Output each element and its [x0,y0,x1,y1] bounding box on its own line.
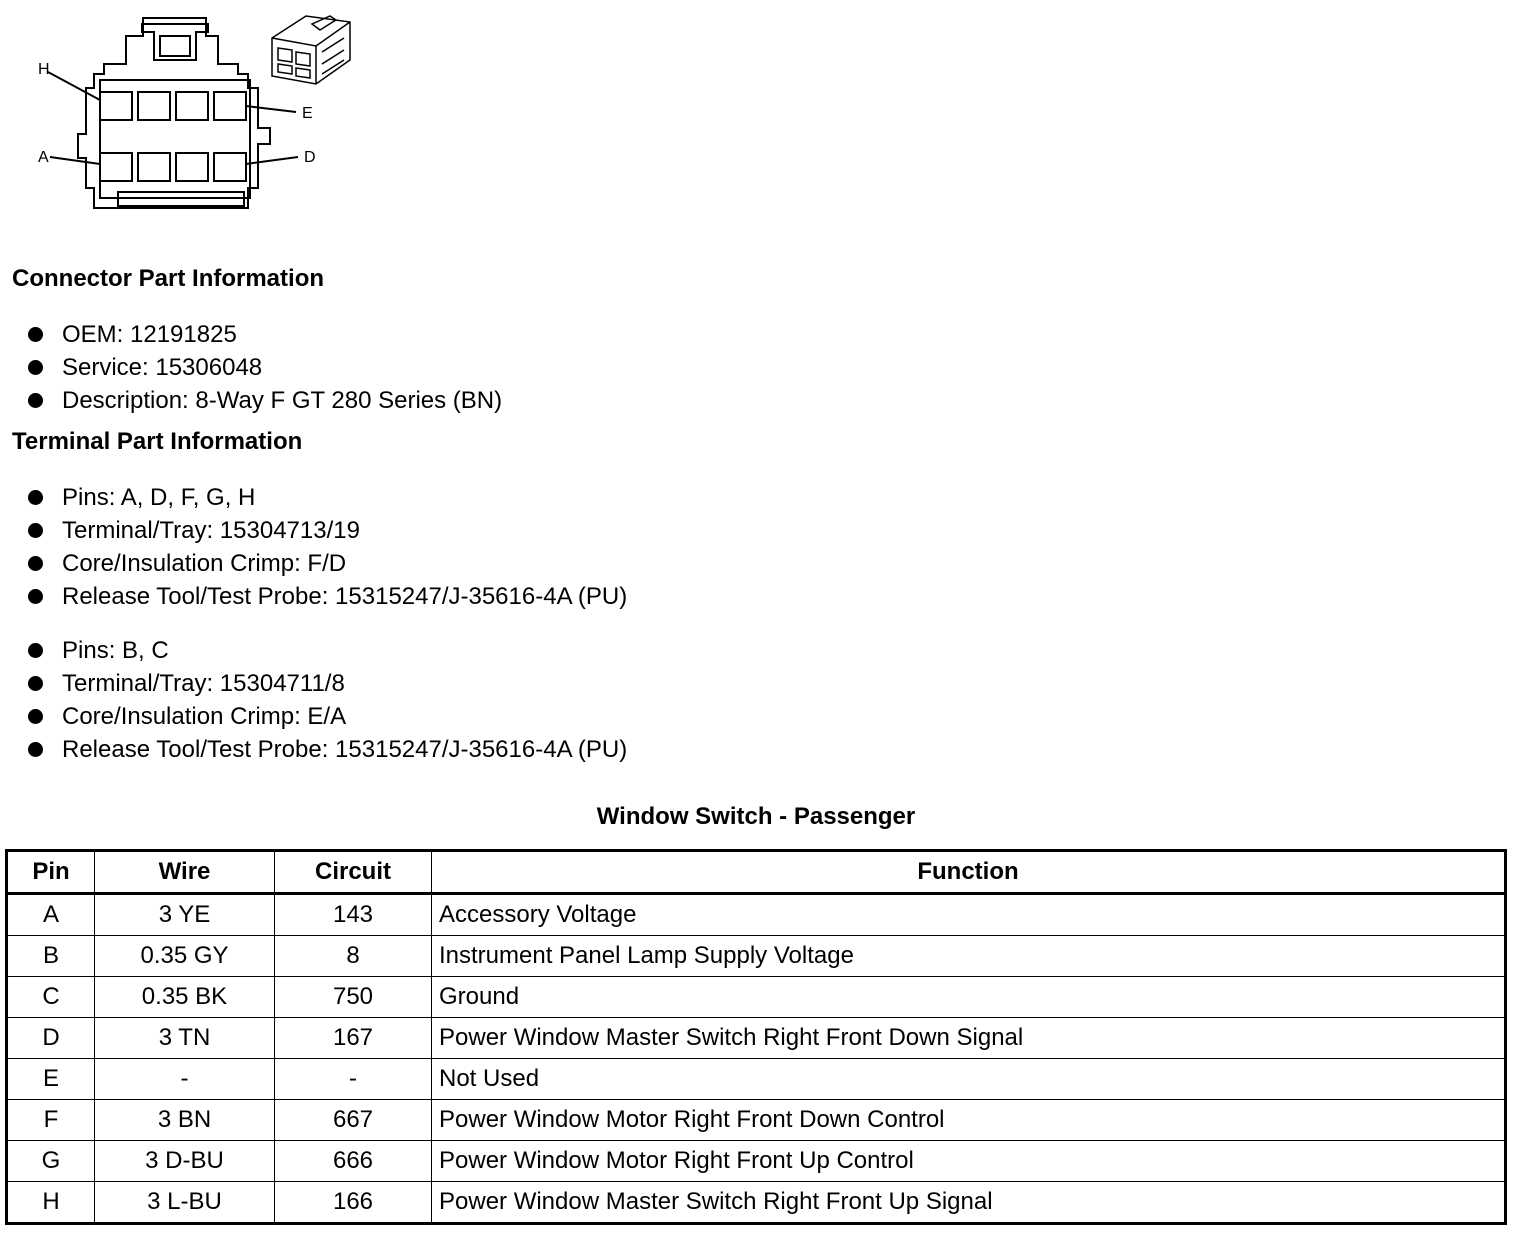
cell-wire: 3 YE [95,894,275,936]
cavity-d [214,153,246,181]
list-item: Pins: A, D, F, G, H [28,481,627,514]
cell-pin: A [7,894,95,936]
cavity-h [100,92,132,120]
cavity-g [138,92,170,120]
connector-3d-thumbnail [272,16,350,84]
cell-function: Power Window Master Switch Right Front Down Signal [432,1018,1506,1059]
connector-outline [78,18,270,208]
cell-pin: C [7,977,95,1018]
callout-line-h [48,72,100,100]
cavity-row-bottom [100,153,246,181]
connector-info-list [28,318,502,417]
callout-label-a: A [38,149,49,166]
list-item: Terminal/Tray: 15304711/8 [28,667,627,700]
terminal-info-list [28,481,627,613]
cell-function: Power Window Motor Right Front Up Control [432,1141,1506,1182]
terminal-info-list [28,634,627,766]
cell-pin: E [7,1059,95,1100]
cell-wire: 3 L-BU [95,1182,275,1224]
terminal-info-heading: Terminal Part Information [12,428,303,455]
cell-pin: H [7,1182,95,1224]
callout-label-e: E [302,105,313,122]
cell-pin: G [7,1141,95,1182]
cell-function: Power Window Motor Right Front Down Control [432,1100,1506,1141]
table-row [7,977,1506,1018]
callout-line-a [50,157,100,164]
list-item: Terminal/Tray: 15304713/19 [28,514,627,547]
cavity-b [138,153,170,181]
cell-circuit: 143 [275,894,432,936]
pinout-table [5,849,1507,1225]
list-item: Description: 8-Way F GT 280 Series (BN) [28,384,502,417]
cell-pin: F [7,1100,95,1141]
table-row [7,1100,1506,1141]
cavity-row-top [100,92,246,120]
cell-circuit: - [275,1059,432,1100]
cell-wire: 3 D-BU [95,1141,275,1182]
table-row [7,1141,1506,1182]
cavity-a [100,153,132,181]
cell-pin: D [7,1018,95,1059]
cell-function: Ground [432,977,1506,1018]
table-row [7,1182,1506,1224]
table-row [7,936,1506,977]
list-item: Core/Insulation Crimp: E/A [28,700,627,733]
cavity-e [214,92,246,120]
cell-function: Instrument Panel Lamp Supply Voltage [432,936,1506,977]
column-header-function: Function [432,851,1506,894]
cell-wire: 0.35 BK [95,977,275,1018]
list-item: Service: 15306048 [28,351,502,384]
cell-circuit: 750 [275,977,432,1018]
callout-line-e [246,106,296,112]
table-row [7,894,1506,936]
list-item: Release Tool/Test Probe: 15315247/J-35616-4A (PU) [28,733,627,766]
callout-label-d: D [304,149,316,166]
cell-function: Power Window Master Switch Right Front Up Signal [432,1182,1506,1224]
connector-latch-slot [160,36,190,56]
connector-info-heading: Connector Part Information [12,265,325,292]
cell-pin: B [7,936,95,977]
list-item: Pins: B, C [28,634,627,667]
callout-line-d [246,157,298,164]
connector-latch [142,24,208,60]
cell-circuit: 166 [275,1182,432,1224]
column-header-pin: Pin [7,851,95,894]
connector-face-diagram [30,8,370,223]
cell-wire: - [95,1059,275,1100]
list-item: Release Tool/Test Probe: 15315247/J-35616-4A (PU) [28,580,627,613]
cell-circuit: 667 [275,1100,432,1141]
cavity-c [176,153,208,181]
table-header-row [7,851,1506,894]
cell-function: Accessory Voltage [432,894,1506,936]
list-item: OEM: 12191825 [28,318,502,351]
column-header-wire: Wire [95,851,275,894]
cell-wire: 3 BN [95,1100,275,1141]
table-title: Window Switch - Passenger [596,803,916,830]
table-row [7,1018,1506,1059]
cell-function: Not Used [432,1059,1506,1100]
cell-circuit: 666 [275,1141,432,1182]
column-header-circuit: Circuit [275,851,432,894]
cell-wire: 3 TN [95,1018,275,1059]
cell-circuit: 167 [275,1018,432,1059]
callout-label-h: H [38,61,50,78]
cell-circuit: 8 [275,936,432,977]
table-row [7,1059,1506,1100]
list-item: Core/Insulation Crimp: F/D [28,547,627,580]
cavity-f [176,92,208,120]
cell-wire: 0.35 GY [95,936,275,977]
